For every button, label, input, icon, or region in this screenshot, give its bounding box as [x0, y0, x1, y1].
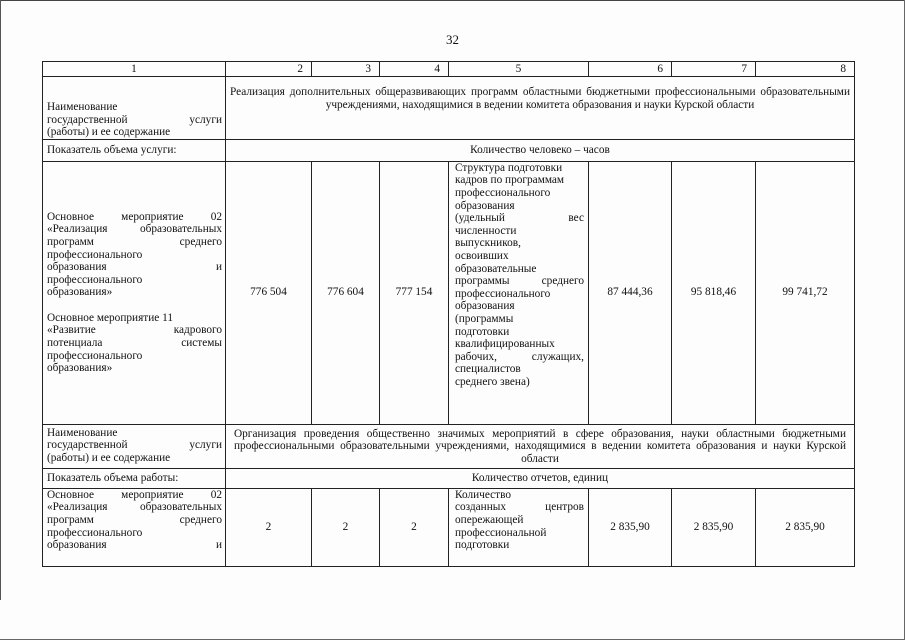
- service1-col7-value: 95 818,46: [672, 161, 756, 424]
- service2-indicator-row: [43, 468, 855, 488]
- service1-measures: Основное мероприятие 02 «Реализация образовательных программ среднего профессионального образования и профессионального образования» Основное мероприятие 11 «Развитие кадрового потенциала системы профессионального образования»: [43, 161, 226, 424]
- service2-indicator-value: Количество отчетов, единиц: [226, 468, 855, 488]
- service1-name-value: Реализация дополнительных общеразвивающих программ областными бюджетными профессиональными образовательными учреждениями, находящимися в ведении комитета образования и науки Курской области: [226, 77, 855, 140]
- service2-col6-value: 2 835,90: [589, 488, 672, 566]
- header-col-1: 1: [43, 62, 226, 77]
- header-row: [43, 62, 855, 77]
- service1-data-row: [43, 161, 855, 424]
- header-col-4: 4: [380, 62, 449, 77]
- service1-col8-value: 99 741,72: [756, 161, 855, 424]
- service1-name-label: Наименование государственной услуги (работы) и ее содержание: [43, 77, 226, 140]
- service2-col5-description: Количество созданных центров опережающей профессиональной подготовки: [449, 488, 589, 566]
- service1-name-row: [43, 77, 855, 140]
- header-col-6: 6: [589, 62, 672, 77]
- service2-data-row: [43, 488, 855, 566]
- service1-indicator-label: Показатель объема услуги:: [43, 139, 226, 161]
- service1-indicator-row: [43, 139, 855, 161]
- service2-name-label: Наименование государственной услуги (работы) и ее содержание: [43, 424, 226, 468]
- header-col-3: 3: [312, 62, 380, 77]
- service2-col4-value: 2: [380, 488, 449, 566]
- service2-col8-value: 2 835,90: [756, 488, 855, 566]
- service1-col6-value: 87 444,36: [589, 161, 672, 424]
- service1-col2-value: 776 504: [226, 161, 312, 424]
- service2-name-value: Организация проведения общественно значимых мероприятий в сфере образования, науки областными бюджетными профессиональными образовательными учреждениями, находящимися в ведении комитета образования и науки Курской области: [226, 424, 855, 468]
- service1-indicator-value: Количество человеко – часов: [226, 139, 855, 161]
- header-col-7: 7: [672, 62, 756, 77]
- header-col-2: 2: [226, 62, 312, 77]
- service1-col3-value: 776 604: [312, 161, 380, 424]
- page-number: 32: [446, 32, 459, 47]
- service2-name-row: [43, 424, 855, 468]
- service2-measures: Основное мероприятие 02 «Реализация образовательных программ среднего профессионального образования и: [43, 488, 226, 566]
- service2-col2-value: 2: [226, 488, 312, 566]
- header-col-5: 5: [449, 62, 589, 77]
- header-col-8: 8: [756, 62, 855, 77]
- budget-table: [42, 61, 855, 567]
- service2-col7-value: 2 835,90: [672, 488, 756, 566]
- service2-indicator-label: Показатель объема работы:: [43, 468, 226, 488]
- service1-col5-description: Структура подготовки кадров по программам профессионального образования (удельный вес численности выпускников, освоивших образовательные программы среднего профессионального образования (программы подготовки квалифицированных рабочих, служащих, специалистов среднего звена): [449, 161, 589, 424]
- service1-col4-value: 777 154: [380, 161, 449, 424]
- service2-col3-value: 2: [312, 488, 380, 566]
